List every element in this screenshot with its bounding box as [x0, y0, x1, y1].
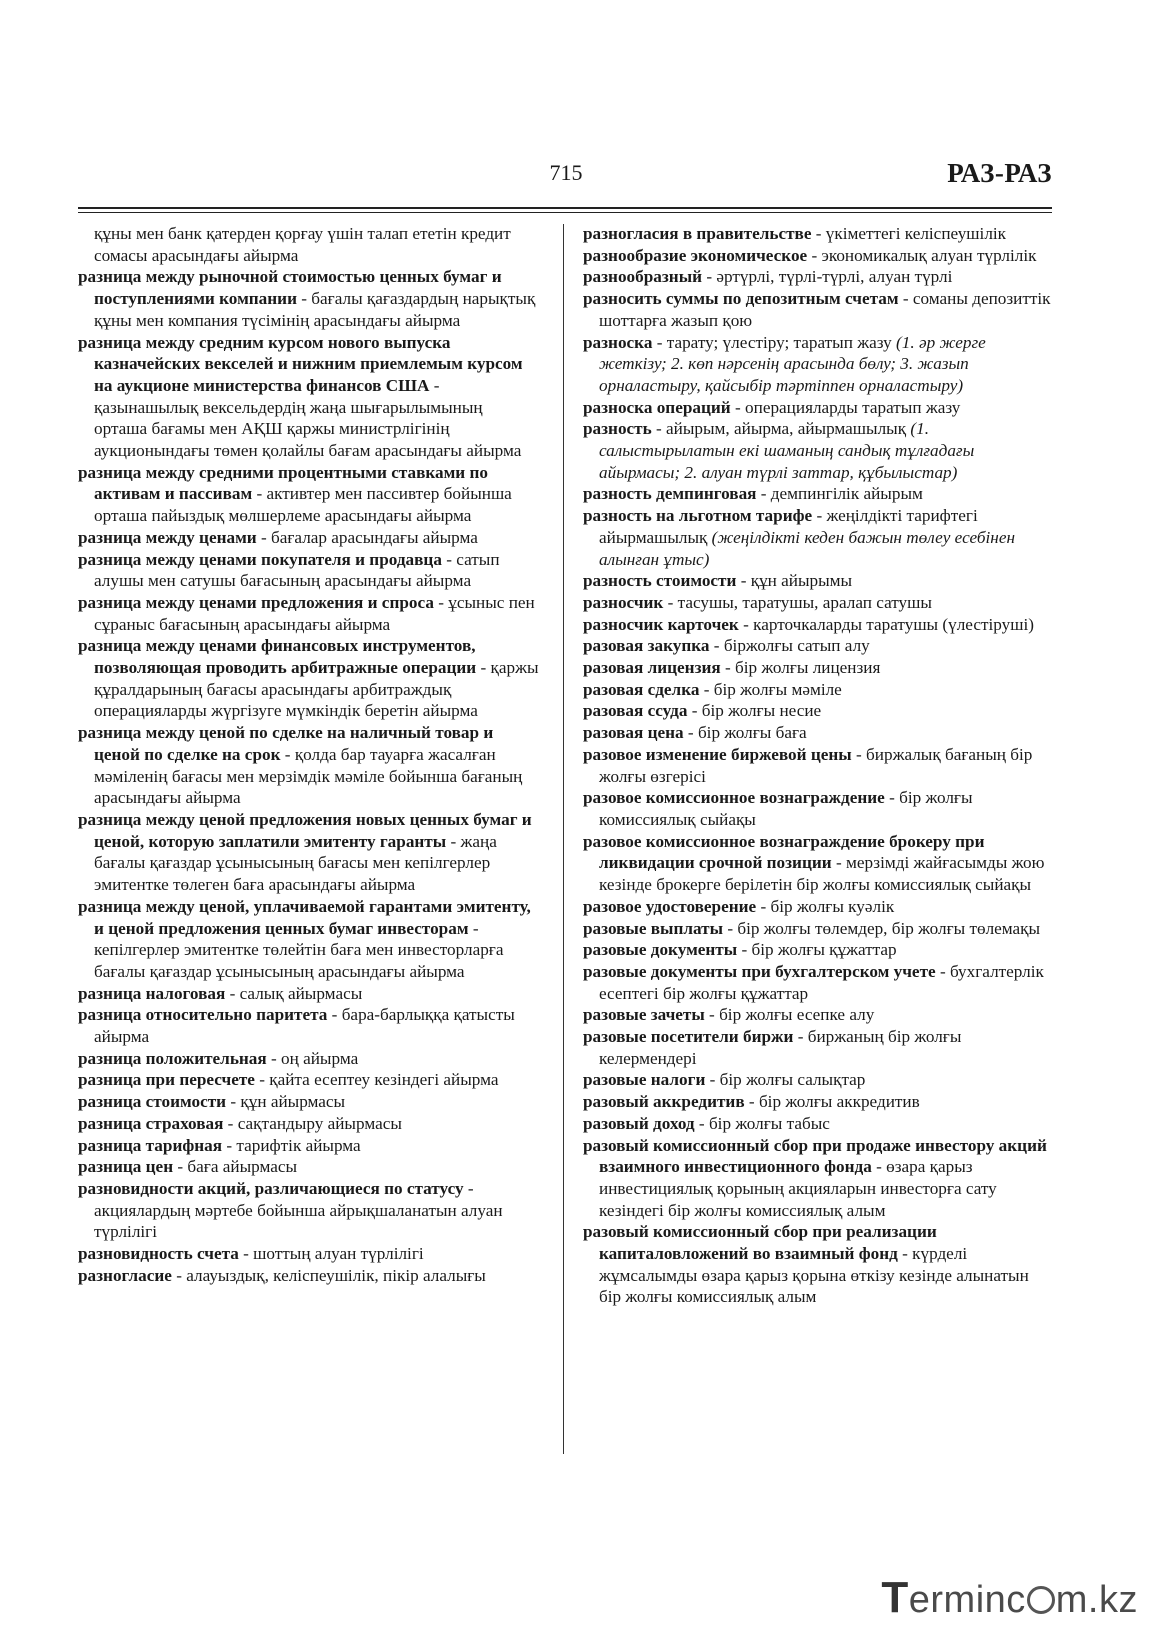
- entry-term: разовое удостоверение: [583, 896, 757, 916]
- dictionary-entry: разовые документы при бухгалтерском учете - бухгалтерлік есептегі бір жолғы құжаттар: [583, 961, 1044, 1003]
- dictionary-entry: разовое комиссионное вознаграждение - бір жолғы комиссиялық сыйақы: [583, 788, 973, 829]
- entry-term: разница относительно паритета: [78, 1005, 328, 1025]
- dictionary-entry: разница между средними процентными ставками по активам и пассивам - активтер мен пассивтер бойынша орташа пайыздық мөлшерлеме арасындағы айырма: [78, 462, 512, 526]
- right-column: [583, 223, 1053, 1308]
- dictionary-entry: разновидность счета - шоттың алуан түрлілігі: [78, 1244, 424, 1264]
- dictionary-entry: разница между средним курсом нового выпуска казначейских векселей и нижним приемлемым курсом на аукционе министерства финансов США - қазынашылық вексельдердің жаңа шығарылымының орташа бағамы мен АҚШ қаржы министрлігінің аукционындағы төмен қолайлы бағам арасындағы айырма: [78, 332, 523, 461]
- dictionary-entry: разница между ценой предложения новых ценных бумаг и ценой, которую заплатили эмитенту гаранты - жаңа бағалы қағаздар ұсынысының бағасы мен кепілгерлер эмитентке төлеген баға арасындағы айырма: [78, 809, 532, 895]
- dictionary-entry: разовая цена - бір жолғы баға: [583, 723, 807, 743]
- entry-term: разница между ценами предложения и спроса: [78, 592, 434, 612]
- entry-term: разница между рыночной стоимостью ценных бумаг и поступлениями компании: [78, 267, 502, 309]
- entry-term: разница цен: [78, 1157, 174, 1177]
- dictionary-entry: разовое комиссионное вознаграждение брокеру при ликвидации срочной позиции - мерзімді жайғасымды жою кезінде брокерге берілетін бір жолғы комиссиялық сыйақы: [583, 831, 1045, 895]
- entry-term: разовые налоги: [583, 1070, 706, 1090]
- dictionary-entry: разовый аккредитив - бір жолғы аккредитив: [583, 1092, 920, 1112]
- entry-term: разовое изменение биржевой цены: [583, 744, 852, 764]
- entry-term: разница между средним курсом нового выпуска казначейских векселей и нижним приемлемым курсом на аукционе министерства финансов США: [78, 332, 523, 395]
- page-number: 715: [549, 160, 583, 185]
- dictionary-entry: разовые зачеты - бір жолғы есепке алу: [583, 1005, 875, 1025]
- entry-term: разница при пересчете: [78, 1070, 255, 1090]
- dictionary-entry: разница между ценами покупателя и продавца - сатып алушы мен сатушы бағасының арасындағы айырма: [78, 549, 500, 591]
- header-rule: [78, 207, 1052, 209]
- dictionary-entry: разносчик карточек - карточкаларды таратушы (үлестіруші): [583, 614, 1034, 634]
- dictionary-entry: разносить суммы по депозитным счетам - соманы депозиттік шоттарға жазып қою: [583, 289, 1051, 330]
- dictionary-entry: разовый доход - бір жолғы табыс: [583, 1113, 830, 1133]
- entry-term: разница между средними процентными ставками по активам и пассивам: [78, 462, 488, 504]
- entry-term: разница налоговая: [78, 983, 226, 1003]
- entry-term: разность: [583, 419, 652, 439]
- entry-term: разновидности акций, различающиеся по статусу: [78, 1178, 464, 1198]
- dictionary-entry: разовые посетители биржи - биржаның бір жолғы келермендері: [583, 1027, 962, 1068]
- entry-term: разница между ценой по сделке на наличный товар и ценой по сделке на срок: [78, 723, 494, 764]
- entry-term: разовые зачеты: [583, 1005, 705, 1025]
- entry-term: разовые документы: [583, 940, 738, 960]
- dictionary-entry: разногласие - алауыздық, келіспеушілік, пікір алалығы: [78, 1265, 486, 1285]
- entry-term: разноска: [583, 332, 653, 352]
- entry-term: разногласия в правительстве: [583, 224, 812, 243]
- dictionary-entry: разовая лицензия - бір жолғы лицензия: [583, 658, 881, 678]
- left-column: [78, 223, 540, 1286]
- dictionary-entry: разность демпинговая - демпингілік айырым: [583, 484, 923, 504]
- dictionary-entry: разница между ценами предложения и спроса - ұсыныс пен сұраныс бағасының арасындағы айырма: [78, 592, 535, 634]
- dictionary-entry: разница стоимости - құн айырмасы: [78, 1092, 346, 1112]
- entry-term: разница между ценой, уплачиваемой гарантами эмитенту, и ценой предложения ценных бумаг инвесторам: [78, 896, 531, 938]
- dictionary-entry: разнообразный - әртүрлі, түрлі-түрлі, алуан түрлі: [583, 267, 953, 287]
- entry-term: разовый комиссионный сбор при реализации капиталовложений во взаимный фонд: [583, 1222, 937, 1264]
- entry-term: разнообразный: [583, 267, 703, 287]
- dictionary-entry: разносчик - тасушы, таратушы, аралап сатушы: [583, 592, 932, 612]
- entry-term: разноска операций: [583, 397, 731, 417]
- entry-term: разница положительная: [78, 1048, 267, 1068]
- dictionary-entry: разновидности акций, различающиеся по статусу - акциялардың мәртебе бойынша айрықшаланатын алуан түрлілігі: [78, 1178, 503, 1242]
- dictionary-entry: разница между рыночной стоимостью ценных бумаг и поступлениями компании - бағалы қағаздардың нарықтық құны мен компания түсімінің арасындағы айырма: [78, 267, 536, 330]
- entry-term: разовый доход: [583, 1113, 695, 1133]
- entry-term: разница между ценами покупателя и продавца: [78, 549, 442, 569]
- entry-term: разносчик: [583, 592, 664, 612]
- entry-term: разница страховая: [78, 1113, 224, 1133]
- dictionary-entry: разница при пересчете - қайта есептеу кезіндегі айырма: [78, 1070, 499, 1090]
- dictionary-entry: разность стоимости - құн айырымы: [583, 571, 853, 591]
- dictionary-entry: разовая ссуда - бір жолғы несие: [583, 701, 822, 721]
- entry-term: разовое комиссионное вознаграждение: [583, 788, 885, 808]
- entry-term: разовая сделка: [583, 679, 700, 699]
- entry-term: разновидность счета: [78, 1244, 239, 1264]
- dictionary-entry: разнообразие экономическое - экономикалық алуан түрлілік: [583, 245, 1037, 265]
- dictionary-entry: разногласия в правительстве - үкіметтегі келіспеушілік: [583, 224, 1007, 243]
- entry-term: разница между ценами: [78, 527, 257, 547]
- termincom-logo: Terminc m.kz: [881, 1573, 1138, 1622]
- dictionary-entry: разница относительно паритета - бара-барлыққа қатысты айырма: [78, 1005, 515, 1047]
- entry-term: разносчик карточек: [583, 614, 739, 634]
- dictionary-entry: разница между ценой по сделке на наличный товар и ценой по сделке на срок - қолда бар тауарға жасалған мәміленің бағасы мен мерзімдік мәміле бойынша бағаның арасындағы айырма: [78, 723, 523, 808]
- entry-note: (1. салыстырылатын екі шаманың сандық тұлғадағы айырмасы; 2. алуан түрлі заттар, құбылыстар): [599, 419, 975, 482]
- dictionary-entry: разность на льготном тарифе - жеңілдікті тарифтегі айырмашылық (жеңілдікті кеден бажын төлеу есебінен алынған ұтыс): [583, 506, 1015, 569]
- dictionary-entry: разовая сделка - бір жолғы мәміле: [583, 679, 842, 699]
- dictionary-entry: разница между ценами финансовых инструментов, позволяющая проводить арбитражные операции - қаржы құралдарының бағасы арасындағы арбитраждық операцияларды жүргізуге мүмкіндік беретін айырма: [78, 636, 539, 721]
- entry-term: разность стоимости: [583, 571, 737, 591]
- entry-term: разовая цена: [583, 723, 684, 743]
- logo-circle-icon: [1027, 1586, 1055, 1614]
- running-head: РАЗ-РАЗ: [947, 158, 1052, 188]
- entry-term: разница между ценами финансовых инструментов, позволяющая проводить арбитражные операции: [78, 636, 477, 678]
- entry-note: (жеңілдікті кеден бажын төлеу есебінен алынған ұтыс): [599, 527, 1015, 569]
- dictionary-entry: разница цен - баға айырмасы: [78, 1157, 298, 1177]
- entry-term: разовые выплаты: [583, 918, 724, 938]
- header-rule-thin: [78, 212, 1052, 213]
- dictionary-entry: разница страховая - сақтандыру айырмасы: [78, 1113, 402, 1133]
- entry-term: разница между ценой предложения новых ценных бумаг и ценой, которую заплатили эмитенту гаранты: [78, 809, 532, 851]
- column-divider: [563, 224, 564, 1454]
- entry-term: разовая закупка: [583, 636, 710, 656]
- dictionary-entry: разовое изменение биржевой цены - биржалық бағаның бір жолғы өзгерісі: [583, 744, 1033, 786]
- entry-term: разовый комиссионный сбор при продаже инвестору акций взаимного инвестиционного фонда: [583, 1135, 1047, 1177]
- dictionary-entry: разовый комиссионный сбор при продаже инвестору акций взаимного инвестиционного фонда - өзара қарыз инвестициялық қорының акцияларын инвесторға сату кезіндегі бір жолғы комиссиялық алым: [583, 1135, 1047, 1220]
- entry-term: разность на льготном тарифе: [583, 506, 813, 526]
- entry-term: разница тарифная: [78, 1135, 223, 1155]
- entry-term: разовое комиссионное вознаграждение брокеру при ликвидации срочной позиции: [583, 831, 985, 873]
- dictionary-entry: разноска - тарату; үлестіру; таратып жазу (1. әр жерге жеткізу; 2. көп нәрсенің арасында бөлу; 3. жазып орналастыру, қайсыбір тәртіппен орналастыру): [583, 332, 986, 395]
- entry-term: разногласие: [78, 1265, 172, 1285]
- entry-term: разовый аккредитив: [583, 1092, 745, 1112]
- dictionary-entry: разовый комиссионный сбор при реализации капиталовложений во взаимный фонд - күрделі жұмсалымды өзара қарыз қорына өткізу кезінде алынатын бір жолғы комиссиялық алым: [583, 1222, 1029, 1307]
- dictionary-entry: разноска операций - операцияларды таратып жазу: [583, 397, 961, 417]
- dictionary-entry: разовая закупка - біржолғы сатып алу: [583, 636, 870, 656]
- entry-note: (1. әр жерге жеткізу; 2. көп нәрсенің арасында бөлу; 3. жазып орналастыру, қайсыбір тәртіппен орналастыру): [599, 332, 986, 395]
- dictionary-entry: разница положительная - оң айырма: [78, 1048, 359, 1068]
- entry-term: разовая лицензия: [583, 658, 721, 678]
- dictionary-entry: разовое удостоверение - бір жолғы куәлік: [583, 896, 895, 916]
- entry-term: разовые документы при бухгалтерском учете: [583, 961, 936, 981]
- entry-term: разница стоимости: [78, 1092, 227, 1112]
- dictionary-entry: разовые выплаты - бір жолғы төлемдер, бір жолғы төлемақы: [583, 918, 1041, 938]
- entry-term: разность демпинговая: [583, 484, 757, 504]
- dictionary-entry: разница между ценами - бағалар арасындағы айырма: [78, 527, 478, 547]
- dictionary-entry: разовые документы - бір жолғы құжаттар: [583, 940, 897, 960]
- entry-term: разовая ссуда: [583, 701, 688, 721]
- dictionary-entry: разница тарифная - тарифтік айырма: [78, 1135, 361, 1155]
- dictionary-entry: құны мен банк қатерден қорғау үшін талап ететін кредит сомасы арасындағы айырма: [94, 224, 511, 265]
- entry-term: разовые посетители биржи: [583, 1027, 794, 1047]
- entry-term: разнообразие экономическое: [583, 245, 808, 265]
- dictionary-entry: разница налоговая - салық айырмасы: [78, 983, 363, 1003]
- dictionary-entry: разовые налоги - бір жолғы салықтар: [583, 1070, 866, 1090]
- dictionary-entry: разность - айырым, айырма, айырмашылық (1. салыстырылатын екі шаманың сандық тұлғадағы айырмасы; 2. алуан түрлі заттар, құбылыстар): [583, 419, 975, 482]
- entry-term: разносить суммы по депозитным счетам: [583, 289, 899, 309]
- dictionary-entry: разница между ценой, уплачиваемой гарантами эмитенту, и ценой предложения ценных бумаг инвесторам - кепілгерлер эмитентке төлейтін баға мен инвесторларға бағалы қағаздар ұсынысының арасындағы айырма: [78, 896, 531, 981]
